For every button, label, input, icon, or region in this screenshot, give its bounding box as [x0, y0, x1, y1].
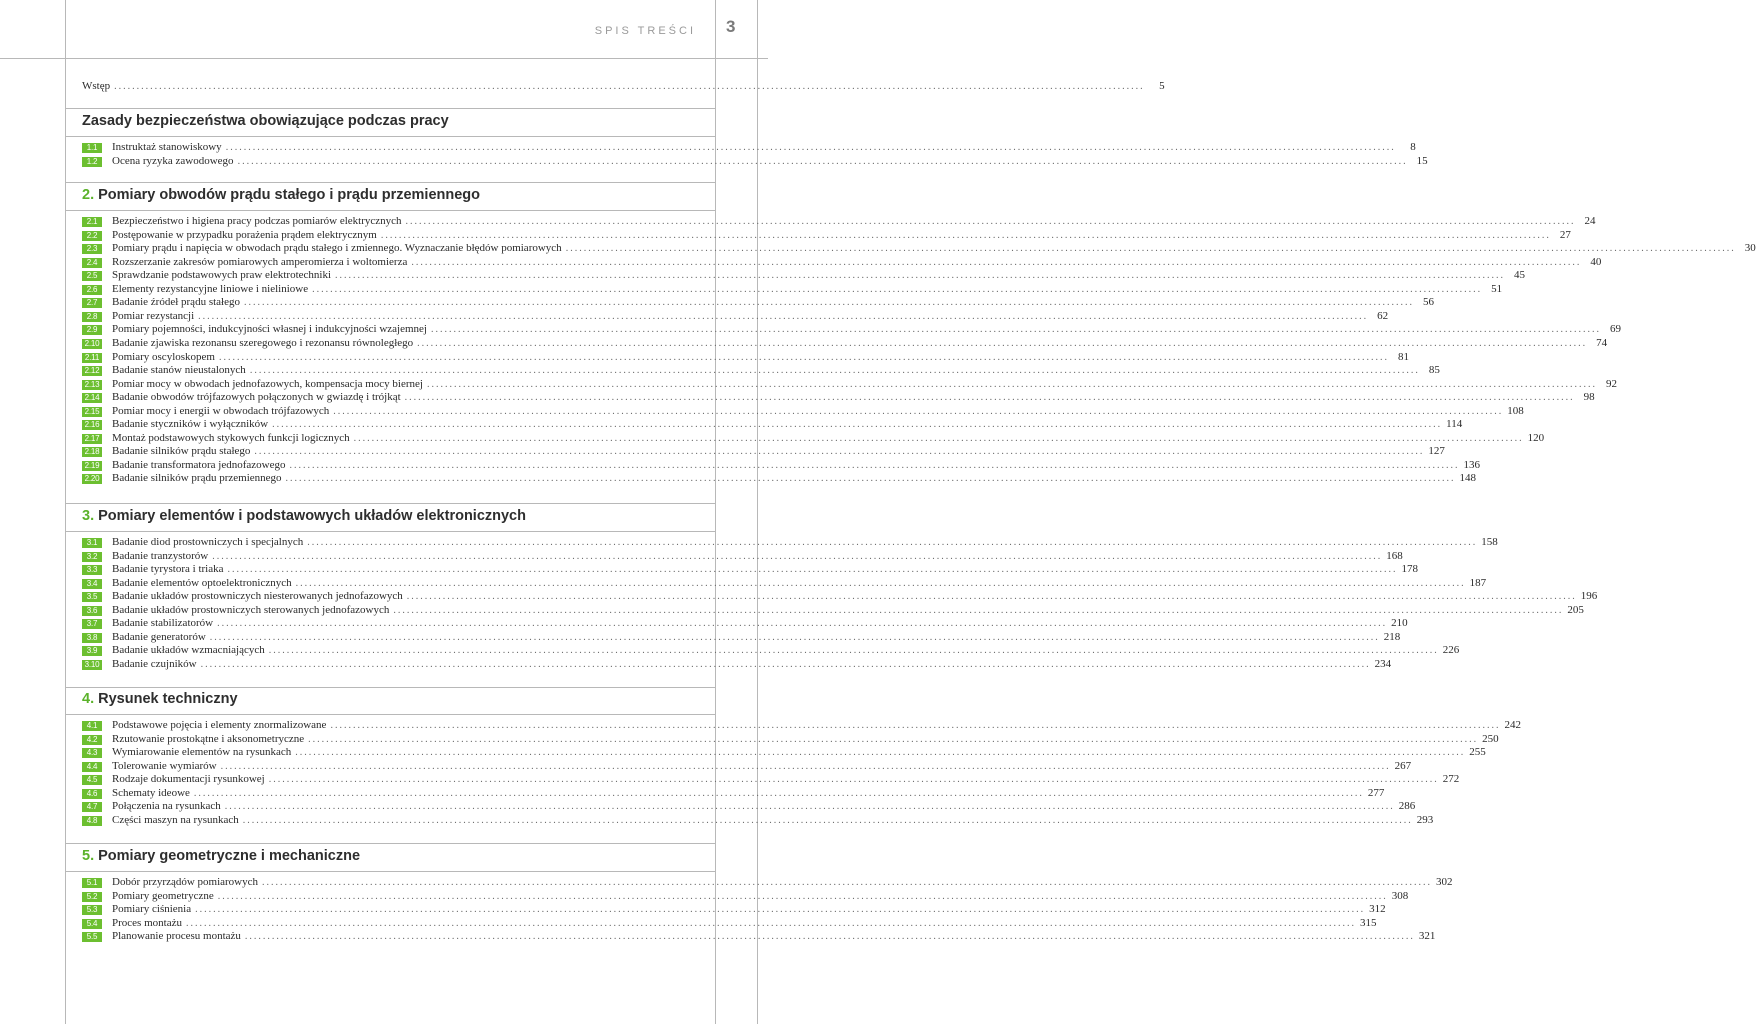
leader-dots: .................................................................................................................................................................................................................................................................... — [268, 645, 1439, 657]
toc-entry-title: Badanie układów prostowniczych sterowanych jednofazowych — [112, 603, 390, 616]
chapter-number-badge: 2.11 — [82, 353, 102, 363]
toc-entry-page: 293 — [1416, 813, 1434, 826]
toc-entry[interactable] — [82, 404, 1524, 418]
section-title: Zasady bezpieczeństwa obowiązujące podczas pracy — [82, 113, 449, 129]
toc-entry-title: Bezpieczeństwo i higiena pracy podczas pomiarów elektrycznych — [112, 215, 402, 227]
leader-dots: .................................................................................................................................................................................................................................................................... — [227, 564, 1398, 576]
chapter-number-badge: 2.14 — [82, 393, 102, 403]
toc-entry[interactable] — [82, 603, 1584, 617]
section-number: 5. — [82, 848, 95, 864]
chapter-number-badge: 1.1 — [82, 143, 102, 153]
leader-dots: .................................................................................................................................................................................................................................................................... — [426, 378, 1597, 390]
chapter-number-badge: 2.15 — [82, 407, 102, 417]
section-heading-3[interactable] — [82, 508, 526, 524]
chapter-number-badge: 2.9 — [82, 325, 102, 335]
toc-entry-title: Tolerowanie wymiarów — [112, 759, 217, 772]
chapter-number-badge: 3.5 — [82, 592, 102, 602]
toc-entry[interactable] — [82, 732, 1499, 746]
leader-dots: .................................................................................................................................................................................................................................................................... — [218, 351, 1389, 363]
toc-entry-page: 315 — [1359, 916, 1377, 929]
toc-entry[interactable] — [82, 336, 1608, 350]
toc-entry-page: 312 — [1369, 903, 1386, 916]
leader-dots: ..................................................................................................................................................................................................................................... — [114, 81, 1145, 92]
leader-dots: .................................................................................................................................................................................................................................................................... — [195, 904, 1366, 916]
toc-entry-page: 196 — [1580, 590, 1598, 603]
toc-entry-title: Proces montażu — [112, 916, 182, 929]
chapter-number-badge: 2.5 — [82, 271, 102, 281]
toc-entry[interactable] — [82, 562, 1418, 576]
leader-dots: .................................................................................................................................................................................................................................................................... — [430, 324, 1601, 336]
leader-dots: .................................................................................................................................................................................................................................................................... — [308, 733, 1479, 745]
toc-entry[interactable] — [82, 282, 1503, 296]
toc-entry[interactable] — [82, 268, 1526, 282]
section-title: Pomiary geometryczne i mechaniczne — [98, 848, 361, 864]
toc-entry[interactable] — [82, 643, 1460, 657]
leader-dots: .................................................................................................................................................................................................................................................................... — [406, 591, 1577, 603]
toc-entry[interactable] — [82, 875, 1453, 889]
toc-entry[interactable] — [82, 916, 1377, 930]
toc-entry-page: 226 — [1442, 644, 1460, 657]
toc-entry[interactable] — [82, 889, 1409, 903]
toc-entry-title: Wymiarowanie elementów na rysunkach — [112, 746, 292, 759]
leader-dots: .................................................................................................................................................................................................................................................................... — [244, 931, 1415, 943]
leader-dots: .................................................................................................................................................................................................................................................................... — [193, 787, 1364, 799]
toc-entry-page: 234 — [1374, 658, 1392, 670]
toc-entry-title: Pomiar mocy w obwodach jednofazowych, kompensacja mocy biernej — [112, 377, 423, 390]
toc-entry-page: 98 — [1583, 391, 1595, 404]
chapter-number-badge: 2.10 — [82, 339, 102, 349]
chapter-number-badge: 2.7 — [82, 298, 102, 308]
toc-entry-page: 85 — [1428, 364, 1440, 377]
toc-entry[interactable] — [82, 549, 1403, 563]
section-number: 3. — [82, 508, 95, 524]
toc-entry-title: Schematy ideowe — [112, 786, 190, 799]
toc-entry[interactable] — [82, 295, 1434, 309]
leader-dots: .................................................................................................................................................................................................................................................................... — [330, 720, 1501, 731]
toc-entry-page: 178 — [1401, 563, 1418, 576]
toc-entry[interactable] — [82, 902, 1386, 916]
toc-entry-page: 302 — [1436, 876, 1453, 888]
toc-entry-page: 8 — [1410, 141, 1416, 153]
toc-entry-title: Pomiary ciśnienia — [112, 903, 192, 916]
leader-dots: .................................................................................................................................................................................................................................................................... — [353, 432, 1524, 444]
toc-entry-page: 81 — [1397, 350, 1409, 363]
toc-entry-page: 56 — [1422, 296, 1434, 309]
leader-dots: .................................................................................................................................................................................................................................................................... — [268, 774, 1439, 786]
toc-entry-intro[interactable] — [82, 79, 1165, 93]
toc-entry[interactable] — [82, 576, 1487, 590]
section-number: 4. — [82, 691, 95, 707]
toc-entry-page: 272 — [1442, 773, 1460, 786]
toc-entry-page: 27 — [1559, 228, 1571, 241]
toc-entry-title: Pomiary oscyloskopem — [112, 350, 215, 363]
toc-entry-title: Badanie elementów optoelektronicznych — [112, 576, 292, 589]
toc-entry-page: 277 — [1367, 786, 1385, 799]
leader-dots: .................................................................................................................................................................................................................................................................... — [335, 270, 1506, 282]
toc-entry-title: Połączenia na rysunkach — [112, 800, 221, 813]
toc-entry-title: Ocena ryzyka zawodowego — [112, 154, 234, 167]
section-divider — [65, 871, 715, 872]
toc-entry-title: Badanie układów prostowniczych niesterowanych jednofazowych — [112, 590, 403, 603]
toc-entry-page: 148 — [1459, 472, 1477, 485]
toc-entry[interactable] — [82, 363, 1440, 377]
leader-dots: .................................................................................................................................................................................................................................................................... — [237, 155, 1408, 167]
leader-dots: .................................................................................................................................................................................................................................................................... — [405, 216, 1576, 227]
section-divider — [65, 687, 715, 688]
toc-entry-page: 24 — [1584, 215, 1596, 227]
chapter-number-badge: 2.4 — [82, 258, 102, 268]
section-divider — [65, 182, 715, 183]
leader-dots: .................................................................................................................................................................................................................................................................... — [217, 618, 1388, 630]
toc-entry-page: 92 — [1605, 377, 1617, 390]
section-divider — [65, 210, 715, 211]
toc-entry-page: 205 — [1567, 603, 1584, 616]
toc-entry-title: Pomiary geometryczne — [112, 889, 214, 902]
chapter-number-badge: 3.4 — [82, 579, 102, 589]
toc-entry-title: Badanie tranzystorów — [112, 549, 209, 562]
toc-entry[interactable] — [82, 154, 1428, 168]
section-heading-5[interactable] — [82, 848, 360, 864]
toc-entry-page: 210 — [1391, 617, 1408, 630]
leader-dots: .................................................................................................................................................................................................................................................................... — [285, 473, 1456, 485]
leader-dots: .................................................................................................................................................................................................................................................................... — [254, 446, 1425, 458]
toc-entry-page: 62 — [1377, 309, 1389, 322]
toc-entry-title: Badanie zjawiska rezonansu szeregowego i rezonansu równoległego — [112, 336, 414, 349]
toc-entry-title: Sprawdzanie podstawowych praw elektrotechniki — [112, 269, 332, 282]
leader-dots: .................................................................................................................................................................................................................................................................... — [295, 577, 1466, 589]
section-divider — [65, 714, 715, 715]
toc-entry-title: Badanie źródeł prądu stałego — [112, 296, 240, 309]
leader-dots: .................................................................................................................................................................................................................................................................... — [411, 256, 1582, 268]
toc-entry-title: Badanie stabilizatorów — [112, 617, 214, 630]
chapter-number-badge: 2.19 — [82, 461, 102, 471]
section-title: Pomiary obwodów prądu stałego i prądu przemiennego — [98, 187, 481, 203]
toc-entry[interactable] — [82, 630, 1401, 644]
toc-entry-page: 108 — [1507, 404, 1524, 417]
leader-dots: .................................................................................................................................................................................................................................................................... — [312, 283, 1483, 295]
toc-entry[interactable] — [82, 214, 1596, 228]
section-heading-4[interactable] — [82, 691, 238, 707]
toc-entry[interactable] — [82, 745, 1486, 759]
chapter-number-badge: 3.9 — [82, 646, 102, 656]
section-divider — [65, 136, 715, 137]
toc-entry[interactable] — [82, 471, 1477, 485]
toc-entry-page: 120 — [1527, 431, 1545, 444]
chapter-number-badge: 2.1 — [82, 217, 102, 227]
leader-dots: .................................................................................................................................................................................................................................................................... — [200, 659, 1371, 670]
toc-entry-page: 321 — [1418, 930, 1436, 943]
toc-entry-page: 30 — [1744, 242, 1756, 255]
toc-entry-page: 308 — [1391, 889, 1409, 902]
chapter-number-badge: 3.7 — [82, 619, 102, 629]
leader-dots: .................................................................................................................................................................................................................................................................... — [217, 890, 1388, 902]
toc-entry-page: 250 — [1482, 732, 1499, 745]
toc-entry-page: 267 — [1394, 759, 1412, 772]
toc-entry[interactable] — [82, 390, 1595, 404]
toc-entry[interactable] — [82, 350, 1409, 364]
toc-entry[interactable] — [82, 417, 1463, 431]
toc-entry-title: Badanie generatorów — [112, 630, 206, 643]
toc-entry[interactable] — [82, 616, 1408, 630]
toc-entry[interactable] — [82, 786, 1385, 800]
toc-entry[interactable] — [82, 377, 1617, 391]
toc-entry-page: 136 — [1463, 458, 1480, 471]
toc-entry-title: Rzutowanie prostokątne i aksonometryczne — [112, 732, 305, 745]
leader-dots: .................................................................................................................................................................................................................................................................... — [224, 801, 1395, 813]
leader-dots: .................................................................................................................................................................................................................................................................... — [242, 814, 1413, 826]
toc-entry-title: Badanie styczników i wyłączników — [112, 418, 269, 431]
toc-entry[interactable] — [82, 309, 1389, 323]
chapter-number-badge: 2.16 — [82, 420, 102, 430]
toc-entry-title: Badanie stanów nieustalonych — [112, 364, 246, 377]
toc-entry-title: Badanie tyrystora i triaka — [112, 563, 224, 576]
toc-entry-page: 255 — [1469, 746, 1486, 759]
toc-entry[interactable] — [82, 241, 1756, 255]
toc-entry-title: Badanie silników prądu przemiennego — [112, 472, 282, 485]
toc-entry-page: 168 — [1386, 549, 1403, 562]
chapter-number-badge: 3.6 — [82, 606, 102, 616]
toc-entry[interactable] — [82, 228, 1571, 242]
toc-entry-title: Podstawowe pojęcia i elementy znormalizowane — [112, 719, 327, 731]
page-number: 3 — [726, 17, 736, 36]
toc-entry-page: 242 — [1504, 719, 1521, 731]
leader-dots: .................................................................................................................................................................................................................................................................... — [380, 229, 1551, 241]
section-divider — [65, 531, 715, 532]
leader-dots: .................................................................................................................................................................................................................................................................... — [262, 877, 1433, 888]
chapter-number-badge: 5.4 — [82, 919, 102, 929]
toc-entry-title: Badanie transformatora jednofazowego — [112, 458, 286, 471]
leader-dots: .................................................................................................................................................................................................................................................................... — [272, 419, 1443, 431]
toc-entry[interactable] — [82, 589, 1598, 603]
toc-entry-title: Pomiar mocy i energii w obwodach trójfazowych — [112, 404, 330, 417]
toc-entry-title: Badanie diod prostowniczych i specjalnych — [112, 536, 304, 548]
toc-entry-page: 69 — [1609, 323, 1621, 336]
leader-dots: .................................................................................................................................................................................................................................................................... — [295, 747, 1466, 759]
toc-entry[interactable] — [82, 772, 1460, 786]
chapter-number-badge: 3.1 — [82, 538, 102, 548]
toc-entry-title: Instruktaż stanowiskowy — [112, 141, 222, 153]
toc-entry-title: Dobór przyrządów pomiarowych — [112, 876, 259, 888]
section-title: Pomiary elementów i podstawowych układów elektronicznych — [98, 508, 526, 524]
chapter-number-badge: 4.8 — [82, 816, 102, 826]
toc-entry[interactable] — [82, 718, 1521, 732]
toc-entry-page: 5 — [1159, 80, 1165, 92]
chapter-number-badge: 2.13 — [82, 380, 102, 390]
chapter-number-badge: 2.2 — [82, 231, 102, 241]
chapter-number-badge: 4.4 — [82, 762, 102, 772]
toc-entry-title: Badanie silników prądu stałego — [112, 445, 251, 458]
chapter-number-badge: 4.7 — [82, 802, 102, 812]
toc-entry-title: Badanie obwodów trójfazowych połączonych w gwiazdę i trójkąt — [112, 391, 401, 404]
toc-entry[interactable] — [82, 458, 1480, 472]
toc-entry-page: 45 — [1514, 269, 1526, 282]
chapter-number-badge: 2.18 — [82, 447, 102, 457]
toc-entry-title: Pomiar rezystancji — [112, 309, 195, 322]
chapter-number-badge: 5.1 — [82, 878, 102, 888]
leader-dots: .................................................................................................................................................................................................................................................................... — [225, 142, 1396, 153]
chapter-number-badge: 5.3 — [82, 905, 102, 915]
leader-dots: .................................................................................................................................................................................................................................................................... — [212, 550, 1383, 562]
toc-entry-page: 286 — [1398, 800, 1416, 813]
toc-entry-page: 187 — [1469, 576, 1487, 589]
toc-entry[interactable] — [82, 759, 1412, 773]
leader-dots: .................................................................................................................................................................................................................................................................... — [209, 631, 1380, 643]
leader-dots: .................................................................................................................................................................................................................................................................... — [220, 760, 1391, 772]
toc-entry-title: Postępowanie w przypadku porażenia prądem elektrycznym — [112, 228, 377, 241]
toc-entry-title: Części maszyn na rysunkach — [112, 813, 239, 826]
toc-entry-page: 158 — [1481, 536, 1498, 548]
toc-entry-title: Planowanie procesu montażu — [112, 930, 241, 943]
chapter-number-badge: 2.20 — [82, 474, 102, 484]
header-rule — [0, 58, 768, 59]
section-heading-1[interactable] — [82, 113, 449, 129]
toc-entry-title: Montaż podstawowych stykowych funkcji logicznych — [112, 431, 350, 444]
chapter-number-badge: 2.3 — [82, 244, 102, 254]
toc-entry-title: Elementy rezystancyjne liniowe i nieliniowe — [112, 282, 309, 295]
toc-entry[interactable] — [82, 799, 1416, 813]
section-divider — [65, 108, 715, 109]
chapter-number-badge: 2.17 — [82, 434, 102, 444]
toc-entry-page: 74 — [1596, 336, 1608, 349]
toc-entry[interactable] — [82, 535, 1498, 549]
leader-dots: .................................................................................................................................................................................................................................................................... — [404, 392, 1575, 404]
section-divider — [65, 843, 715, 844]
toc-entry[interactable] — [82, 657, 1392, 671]
chapter-number-badge: 4.5 — [82, 775, 102, 785]
leader-dots: .................................................................................................................................................................................................................................................................... — [393, 604, 1564, 616]
chapter-number-badge: 3.8 — [82, 633, 102, 643]
leader-dots: .................................................................................................................................................................................................................................................................... — [417, 337, 1588, 349]
leader-dots: .................................................................................................................................................................................................................................................................... — [307, 537, 1478, 548]
chapter-number-badge: 2.8 — [82, 312, 102, 322]
chapter-number-badge: 5.5 — [82, 932, 102, 942]
chapter-number-badge: 2.12 — [82, 366, 102, 376]
leader-dots: .................................................................................................................................................................................................................................................................... — [249, 365, 1420, 377]
leader-dots: .................................................................................................................................................................................................................................................................... — [565, 243, 1736, 255]
chapter-number-badge: 3.10 — [82, 660, 102, 670]
section-heading-2[interactable] — [82, 187, 480, 203]
toc-entry-page: 114 — [1446, 418, 1463, 431]
chapter-number-badge: 4.2 — [82, 735, 102, 745]
toc-entry-page: 127 — [1428, 445, 1445, 458]
toc-entry[interactable] — [82, 140, 1416, 154]
leader-dots: .................................................................................................................................................................................................................................................................... — [198, 310, 1369, 322]
chapter-number-badge: 3.3 — [82, 565, 102, 575]
toc-entry-title: Wstęp — [82, 80, 111, 92]
toc-entry-title: Pomiary pojemności, indukcyjności własnej i indukcyjności wzajemnej — [112, 323, 427, 336]
toc-entry-page: 15 — [1416, 154, 1428, 167]
toc-entry[interactable] — [82, 431, 1545, 445]
leader-dots: .................................................................................................................................................................................................................................................................... — [333, 405, 1504, 417]
toc-entry-title: Badanie czujników — [112, 658, 197, 670]
leader-dots: .................................................................................................................................................................................................................................................................... — [185, 917, 1356, 929]
toc-entry-title: Badanie układów wzmacniających — [112, 644, 265, 657]
running-header: SPIS TREŚCI — [594, 25, 696, 37]
leader-dots: .................................................................................................................................................................................................................................................................... — [289, 459, 1460, 471]
toc-entry-title: Rodzaje dokumentacji rysunkowej — [112, 773, 265, 786]
chapter-number-badge: 2.6 — [82, 285, 102, 295]
chapter-number-badge: 5.2 — [82, 892, 102, 902]
chapter-number-badge: 1.2 — [82, 157, 102, 167]
chapter-number-badge: 4.6 — [82, 789, 102, 799]
section-divider — [65, 503, 715, 504]
toc-entry[interactable] — [82, 444, 1445, 458]
leader-dots: .................................................................................................................................................................................................................................................................... — [243, 297, 1414, 309]
chapter-number-badge: 4.3 — [82, 748, 102, 758]
toc-entry-page: 51 — [1491, 282, 1503, 295]
chapter-number-badge: 3.2 — [82, 552, 102, 562]
chapter-number-badge: 4.1 — [82, 721, 102, 731]
section-title: Rysunek techniczny — [98, 691, 238, 707]
section-number: 2. — [82, 187, 95, 203]
toc-entry[interactable] — [82, 929, 1436, 943]
toc-entry[interactable] — [82, 255, 1602, 269]
toc-entry-page: 40 — [1590, 255, 1602, 268]
toc-entry-page: 218 — [1383, 630, 1401, 643]
toc-entry[interactable] — [82, 813, 1434, 827]
toc-entry[interactable] — [82, 322, 1621, 336]
toc-entry-title: Rozszerzanie zakresów pomiarowych amperomierza i woltomierza — [112, 255, 408, 268]
toc-entry-title: Pomiary prądu i napięcia w obwodach prądu stałego i zmiennego. Wyznaczanie błędów pomiarowych — [112, 242, 562, 255]
